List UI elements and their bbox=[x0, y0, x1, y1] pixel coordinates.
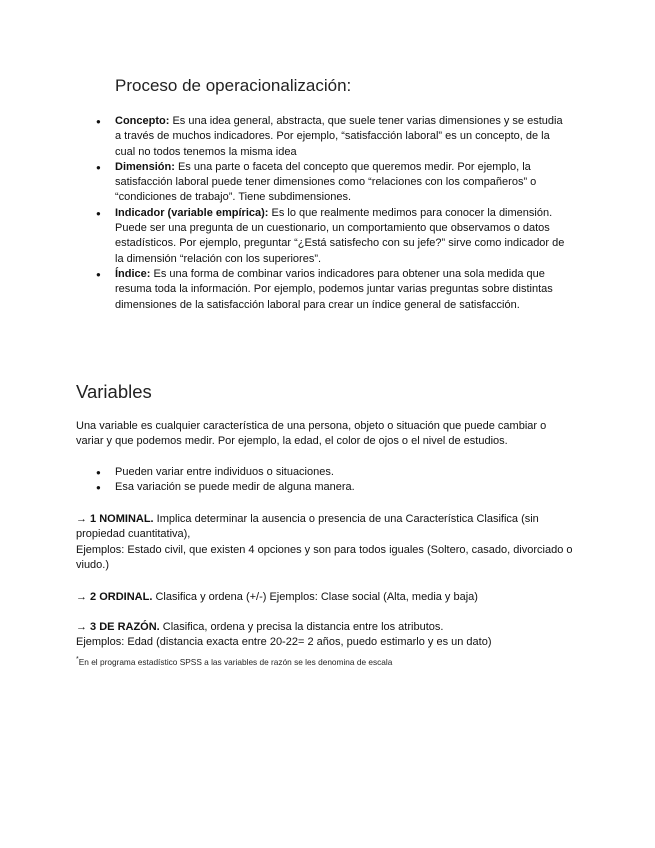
list-item-dimension bbox=[96, 160, 566, 206]
term-definition: Es una forma de combinar varios indicadores para obtener una sola medida que resuma toda la información. Por ejemplo, podemos juntar varias preguntas sobre distintas dimensiones de la satisfacción laboral para crear un índice general de satisfacción. bbox=[115, 267, 553, 311]
variables-bullets bbox=[96, 465, 355, 496]
list-item: ● Pueden variar entre individuos o situaciones. bbox=[96, 465, 355, 480]
razon-examples: Ejemplos: Edad (distancia exacta entre 20-22= 2 años, puedo estimarlo y es un dato) bbox=[76, 636, 492, 649]
razon-paragraph bbox=[76, 620, 576, 651]
list-item-indice bbox=[96, 267, 566, 313]
concepts-list bbox=[96, 114, 566, 313]
variables-intro: Una variable es cualquier característica de una persona, objeto o situación que puede cambiar o variar y que podemos medir. Por ejemplo, la edad, el color de ojos o el nivel de estudios. bbox=[76, 420, 547, 448]
list-item-concepto bbox=[96, 114, 566, 160]
list-item-indicador bbox=[96, 206, 566, 267]
term-label: Concepto: bbox=[115, 115, 170, 127]
term-label: Dimensión: bbox=[115, 160, 175, 173]
variables-heading: Variables bbox=[76, 381, 152, 402]
nominal-label: → 1 NOMINAL. bbox=[76, 513, 154, 525]
list-item: ● Esa variación se puede medir de alguna manera. bbox=[96, 480, 355, 495]
term-definition: Es lo que realmente medimos para conocer la dimensión. Puede ser una pregunta de un cuestionario, un comportamiento que observamos o datos estadísticos. Por ejemplo, preguntar “¿Está satisfecho con su jefe?” sirve como indicador de la dimensión “relación con los superiores”. bbox=[115, 206, 565, 265]
nominal-paragraph bbox=[76, 512, 576, 573]
ordinal-paragraph bbox=[76, 590, 576, 605]
process-heading: Proceso de operacionalización: bbox=[115, 76, 352, 95]
term-label: Indicador (variable empírica): bbox=[115, 206, 269, 219]
ordinal-label: → 2 ORDINAL. bbox=[76, 591, 153, 603]
footnote bbox=[76, 654, 392, 668]
term-label: Índice: bbox=[115, 267, 151, 280]
term-definition: Es una idea general, abstracta, que suele tener varias dimensiones y se estudia a través de muchos indicadores. Por ejemplo, “satisfacción laboral” es un concepto, de la cual no todos tenemos la misma idea bbox=[115, 115, 563, 158]
razon-text: Clasifica, ordena y precisa la distancia entre los atributos. bbox=[159, 621, 444, 633]
footnote-mark: * bbox=[76, 656, 79, 663]
footnote-text: En el programa estadístico SPSS a las variables de razón se les denomina de escala bbox=[78, 656, 393, 667]
term-definition: Es una parte o faceta del concepto que queremos medir. Por ejemplo, la satisfacción laboral puede tener dimensiones como “relaciones con los compañeros” o “condiciones de trabajo”. Tiene subdimensiones. bbox=[115, 160, 537, 204]
nominal-text: Implica determinar la ausencia o presencia de una Característica Clasifica (sin propiedad cuantitativa), bbox=[76, 513, 539, 541]
nominal-examples: Ejemplos: Estado civil, que existen 4 opciones y son para todos iguales (Soltero, casado, divorciado o viudo.) bbox=[76, 543, 573, 571]
razon-label: → 3 DE RAZÓN. bbox=[76, 621, 160, 633]
ordinal-text: Clasifica y ordena (+/-) Ejemplos: Clase social (Alta, media y baja) bbox=[152, 591, 478, 603]
